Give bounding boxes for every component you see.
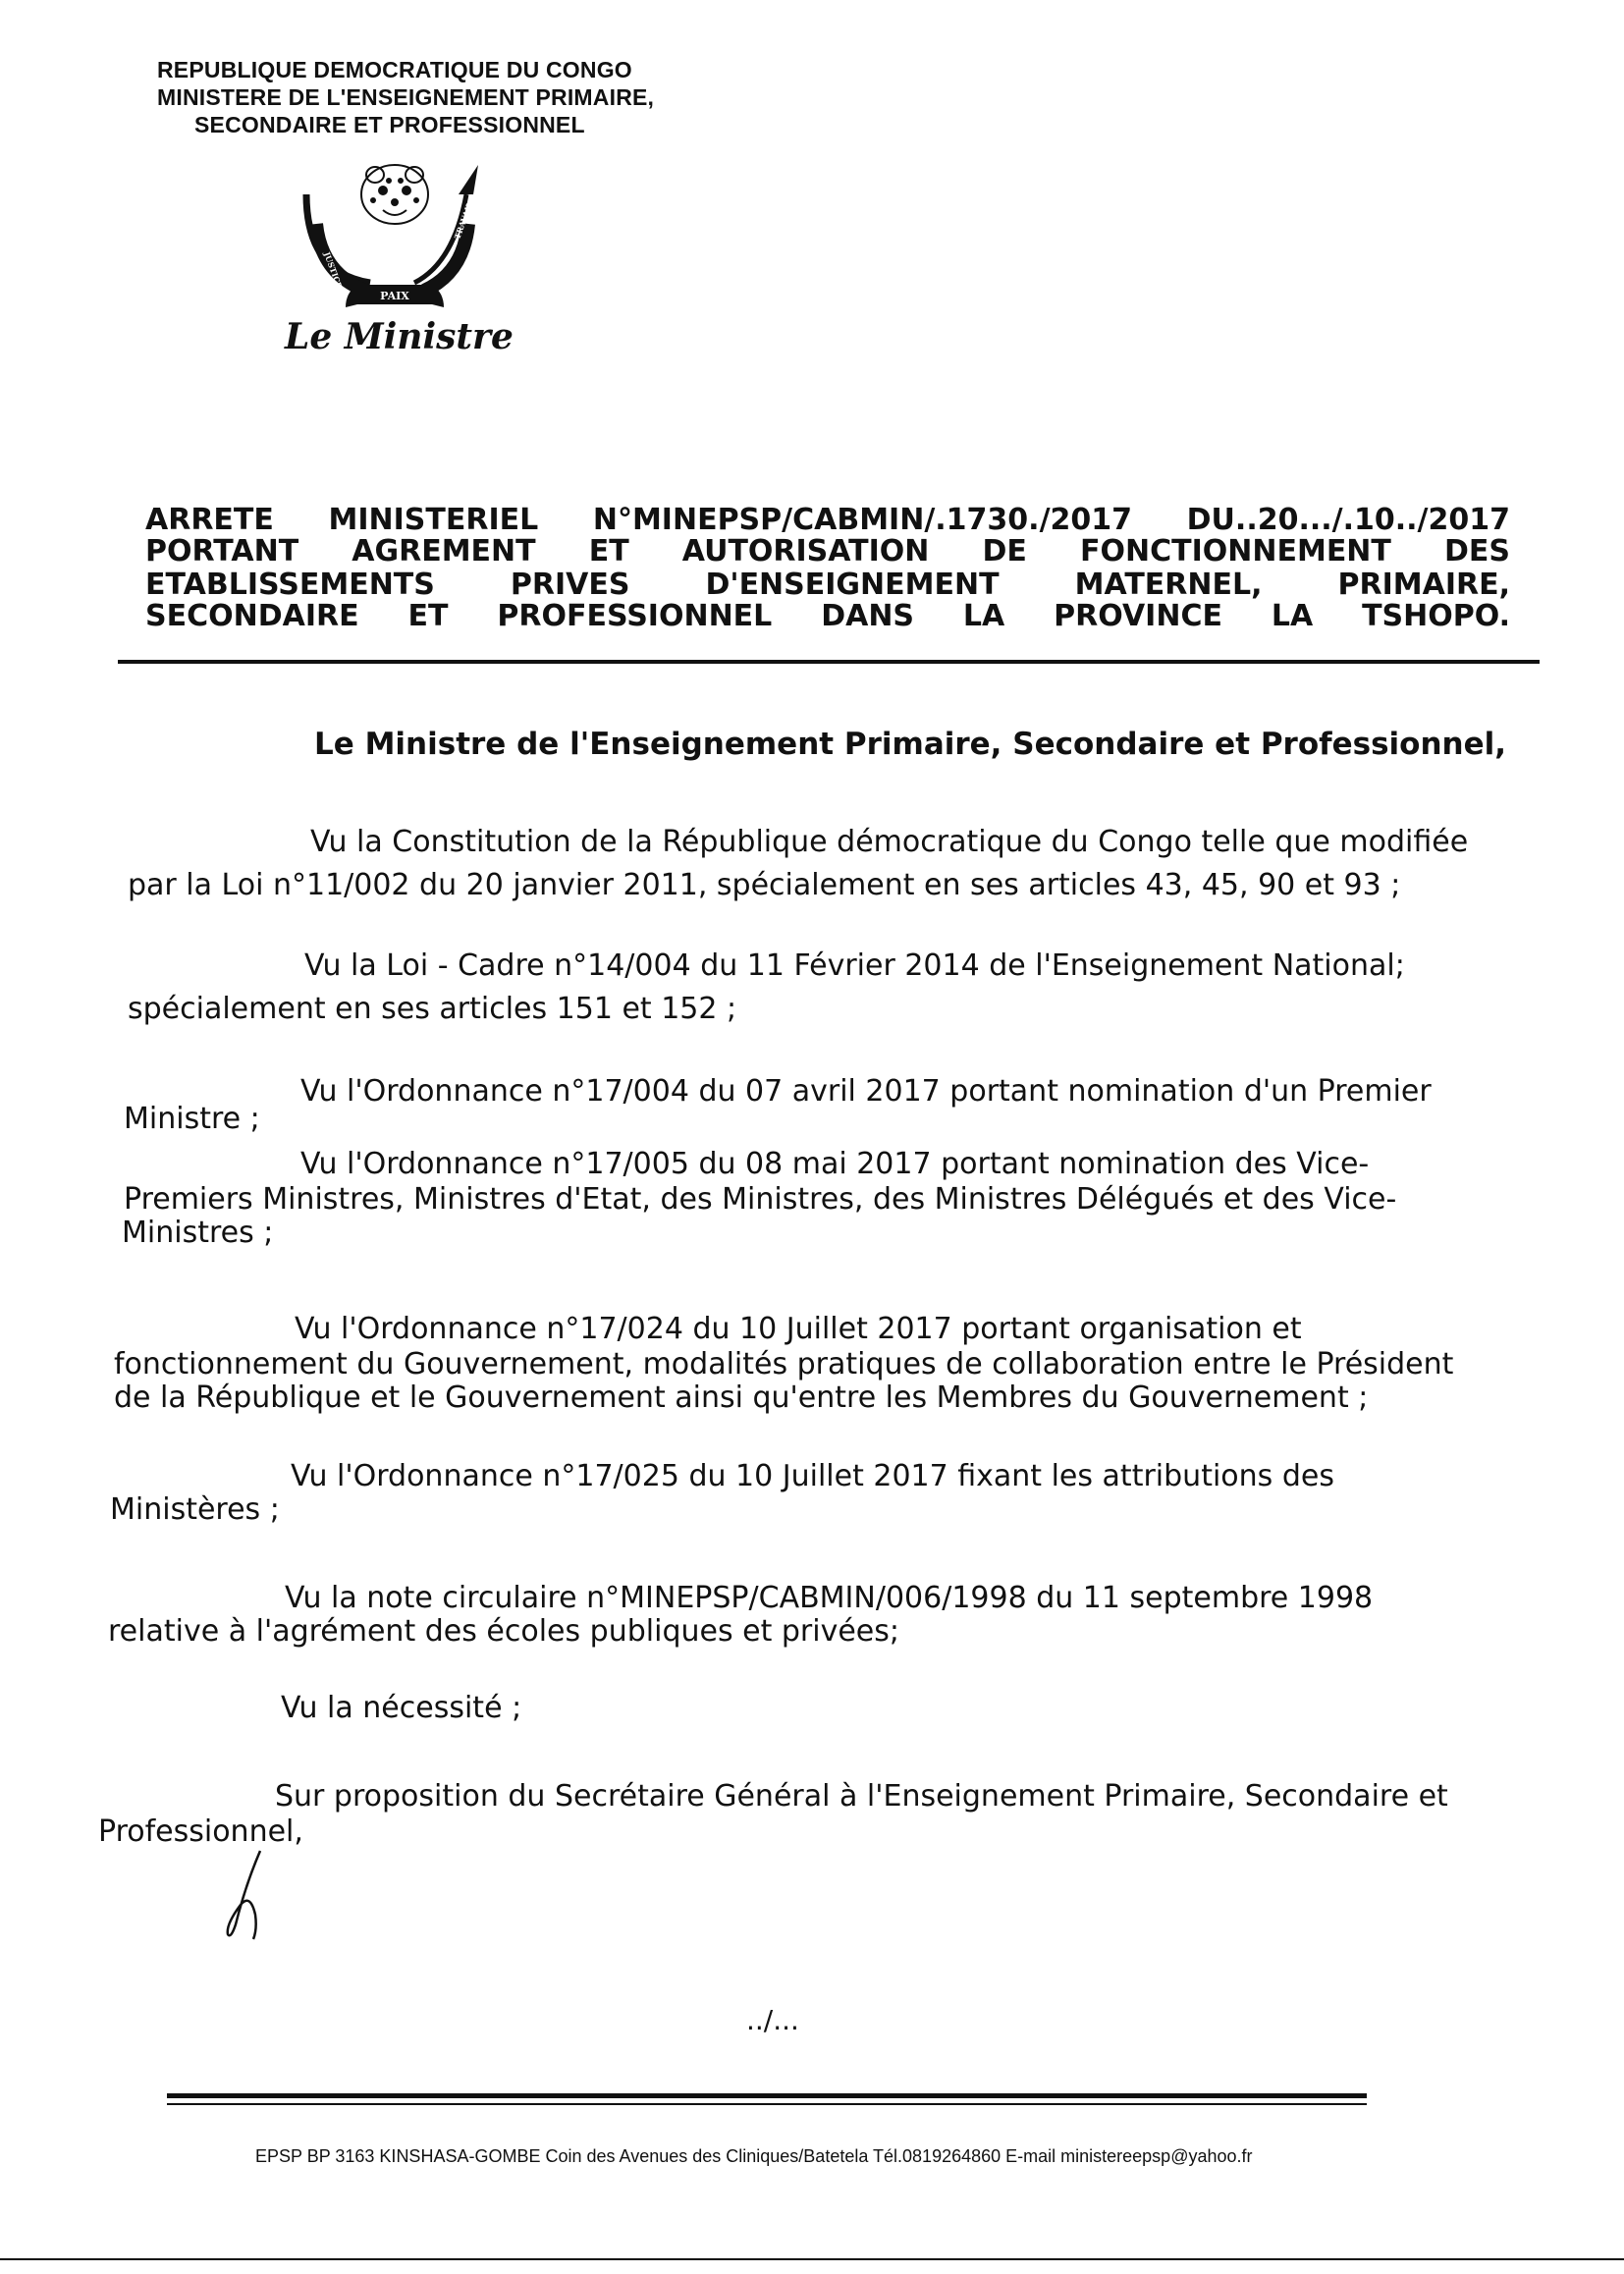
paragraph-ordonnance-025-line1: Vu l'Ordonnance n°17/025 du 10 Juillet 2017 fixant les attributions des (291, 1459, 1334, 1493)
paragraph-note-circulaire-line1: Vu la note circulaire n°MINEPSP/CABMIN/006/1998 du 11 septembre 1998 (285, 1581, 1374, 1615)
footer-divider-top (167, 2093, 1367, 2098)
ministry-name-line2: SECONDAIRE ET PROFESSIONNEL (194, 112, 585, 137)
continuation-mark: ../... (746, 2004, 799, 2036)
paragraph-ordonnance-005-line2: Premiers Ministres, Ministres d'Etat, des Ministres, des Ministres Délégués et des Vice- (124, 1182, 1397, 1217)
country-name: REPUBLIQUE DEMOCRATIQUE DU CONGO (157, 57, 632, 82)
paragraph-ordonnance-025-line2: Ministères ; (110, 1492, 280, 1527)
paragraph-ordonnance-005-line1: Vu l'Ordonnance n°17/005 du 08 mai 2017 portant nomination des Vice- (300, 1147, 1370, 1181)
paragraph-constitution-line1: Vu la Constitution de la République démocratique du Congo telle que modifiée (310, 825, 1469, 859)
minister-heading: Le Ministre de l'Enseignement Primaire, Secondaire et Professionnel, (314, 727, 1507, 762)
emblem-banner-bottom: PAIX (380, 290, 409, 302)
paragraph-proposition-line1: Sur proposition du Secrétaire Général à l'Enseignement Primaire, Secondaire et (275, 1779, 1448, 1814)
page-bottom-edge (0, 2258, 1624, 2260)
paragraph-loi-cadre-line1: Vu la Loi - Cadre n°14/004 du 11 Février 2014 de l'Enseignement National; (304, 948, 1405, 983)
paragraph-proposition-line2: Professionnel, (98, 1814, 303, 1849)
decree-title-line1: ARRETE MINISTERIEL N°MINEPSP/CABMIN/.1730./2017 DU..20.../.10../2017 (145, 503, 1510, 537)
paragraph-ordonnance-024-line1: Vu l'Ordonnance n°17/024 du 10 Juillet 2017 portant organisation et (295, 1312, 1302, 1346)
coat-of-arms-leopard-icon (277, 155, 513, 312)
paragraph-note-circulaire-line2: relative à l'agrément des écoles publiques et privées; (108, 1614, 900, 1649)
paragraph-necessite: Vu la nécessité ; (281, 1691, 522, 1725)
paragraph-ordonnance-024-line2: fonctionnement du Gouvernement, modalités pratiques de collaboration entre le Président (114, 1347, 1454, 1381)
minister-label: Le Ministre (285, 316, 514, 357)
decree-title-line3: ETABLISSEMENTS PRIVES D'ENSEIGNEMENT MATERNEL, PRIMAIRE, (145, 568, 1510, 602)
handwritten-initial-icon (216, 1846, 285, 1944)
paragraph-ordonnance-004-line1: Vu l'Ordonnance n°17/004 du 07 avril 2017 portant nomination d'un Premier (300, 1074, 1432, 1109)
ministry-name-line1: MINISTERE DE L'ENSEIGNEMENT PRIMAIRE, (157, 84, 655, 110)
emblem-banner-right: TRAVAIL (452, 200, 475, 241)
paragraph-constitution-line2: par la Loi n°11/002 du 20 janvier 2011, spécialement en ses articles 43, 45, 90 et 93 ; (128, 868, 1401, 902)
emblem-banner-left: JUSTICE (322, 250, 345, 291)
footer-divider-bottom (167, 2103, 1367, 2105)
paragraph-ordonnance-005-line3: Ministres ; (122, 1216, 274, 1250)
paragraph-ordonnance-024-line3: de la République et le Gouvernement ainsi qu'entre les Membres du Gouvernement ; (114, 1381, 1369, 1415)
paragraph-ordonnance-004-line2: Ministre ; (124, 1102, 260, 1136)
title-divider (118, 660, 1540, 664)
decree-title-line2: PORTANT AGREMENT ET AUTORISATION DE FONCTIONNEMENT DES (145, 534, 1510, 568)
decree-title-line4: SECONDAIRE ET PROFESSIONNEL DANS LA PROVINCE LA TSHOPO. (145, 599, 1510, 633)
paragraph-loi-cadre-line2: spécialement en ses articles 151 et 152 ; (128, 992, 737, 1026)
footer-address: EPSP BP 3163 KINSHASA-GOMBE Coin des Avenues des Cliniques/Batetela Tél.0819264860 E-mail ministereepsp@yahoo.fr (255, 2146, 1253, 2166)
